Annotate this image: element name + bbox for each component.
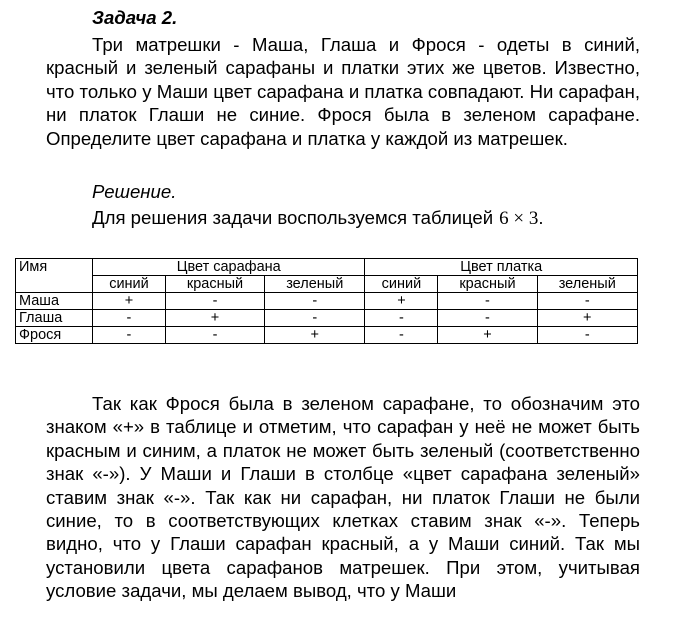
header-dress-color: Цвет сарафана bbox=[93, 259, 365, 276]
explanation-text: Так как Фрося была в зеленом сарафане, то обозначим это знаком «+» в таблице и отметим, что сарафан у неё не может быть красным и синим, а платок не может быть зеленый (соответственно знак «-»). У Маши и Глаши в столбце «цвет сарафана зеленый» ставим знак «-». Так как ни сарафан, ни платок Глаши не были синие, то в соответствующих клетках ставим знак «-». Теперь видно, что у Глаши сарафан красный, а у Маши синий. Так мы установили цвета сарафанов матрешек. При этом, учитывая условие задачи, мы делаем вывод, что у Маши bbox=[46, 393, 640, 602]
table-size-formula: 6 × 3 bbox=[499, 208, 539, 229]
table-header-row bbox=[16, 259, 638, 276]
task-title: Задача 2. bbox=[92, 7, 178, 28]
table-cell: - bbox=[438, 310, 537, 327]
subheader-cell: синий bbox=[365, 276, 438, 293]
table-cell: + bbox=[165, 310, 264, 327]
table-row bbox=[16, 327, 638, 344]
table-cell: - bbox=[265, 310, 365, 327]
table-cell: - bbox=[365, 310, 438, 327]
subheader-cell: красный bbox=[438, 276, 537, 293]
table-cell: - bbox=[165, 327, 264, 344]
row-name: Глаша bbox=[16, 310, 93, 327]
table-cell: + bbox=[265, 327, 365, 344]
row-name: Маша bbox=[16, 293, 93, 310]
table-cell: + bbox=[93, 293, 166, 310]
header-name: Имя bbox=[16, 259, 93, 293]
table-cell: - bbox=[537, 293, 638, 310]
header-scarf-color: Цвет платка bbox=[365, 259, 638, 276]
row-name: Фрося bbox=[16, 327, 93, 344]
table-cell: + bbox=[438, 327, 537, 344]
table-cell: - bbox=[365, 327, 438, 344]
table-row bbox=[16, 293, 638, 310]
table-cell: - bbox=[93, 327, 166, 344]
table-cell: - bbox=[438, 293, 537, 310]
solution-intro-end: . bbox=[538, 207, 544, 228]
subheader-cell: красный bbox=[165, 276, 264, 293]
table-cell: - bbox=[537, 327, 638, 344]
subheader-cell: зеленый bbox=[265, 276, 365, 293]
subheader-cell: синий bbox=[93, 276, 166, 293]
solution-label: Решение. bbox=[92, 181, 177, 202]
table-cell: + bbox=[537, 310, 638, 327]
table-row bbox=[16, 310, 638, 327]
matryoshka-table bbox=[15, 258, 638, 344]
problem-text: Три матрешки - Маша, Глаша и Фрося - одеты в синий, красный и зеленый сарафаны и платки этих же цветов. Известно, что только у Маши цвет сарафана и платка совпадают. Ни сарафан, ни платок Глаши не синие. Фрося была в зеленом сарафане. Определите цвет сарафана и платка у каждой из матрешек. bbox=[46, 34, 640, 149]
subheader-cell: зеленый bbox=[537, 276, 638, 293]
solution-intro-text: Для решения задачи воспользуемся таблицей bbox=[92, 207, 494, 228]
solution-intro bbox=[92, 206, 544, 230]
table-cell: - bbox=[93, 310, 166, 327]
table-cell: - bbox=[165, 293, 264, 310]
table-cell: - bbox=[265, 293, 365, 310]
table-cell: + bbox=[365, 293, 438, 310]
table-subheader-row bbox=[16, 276, 638, 293]
